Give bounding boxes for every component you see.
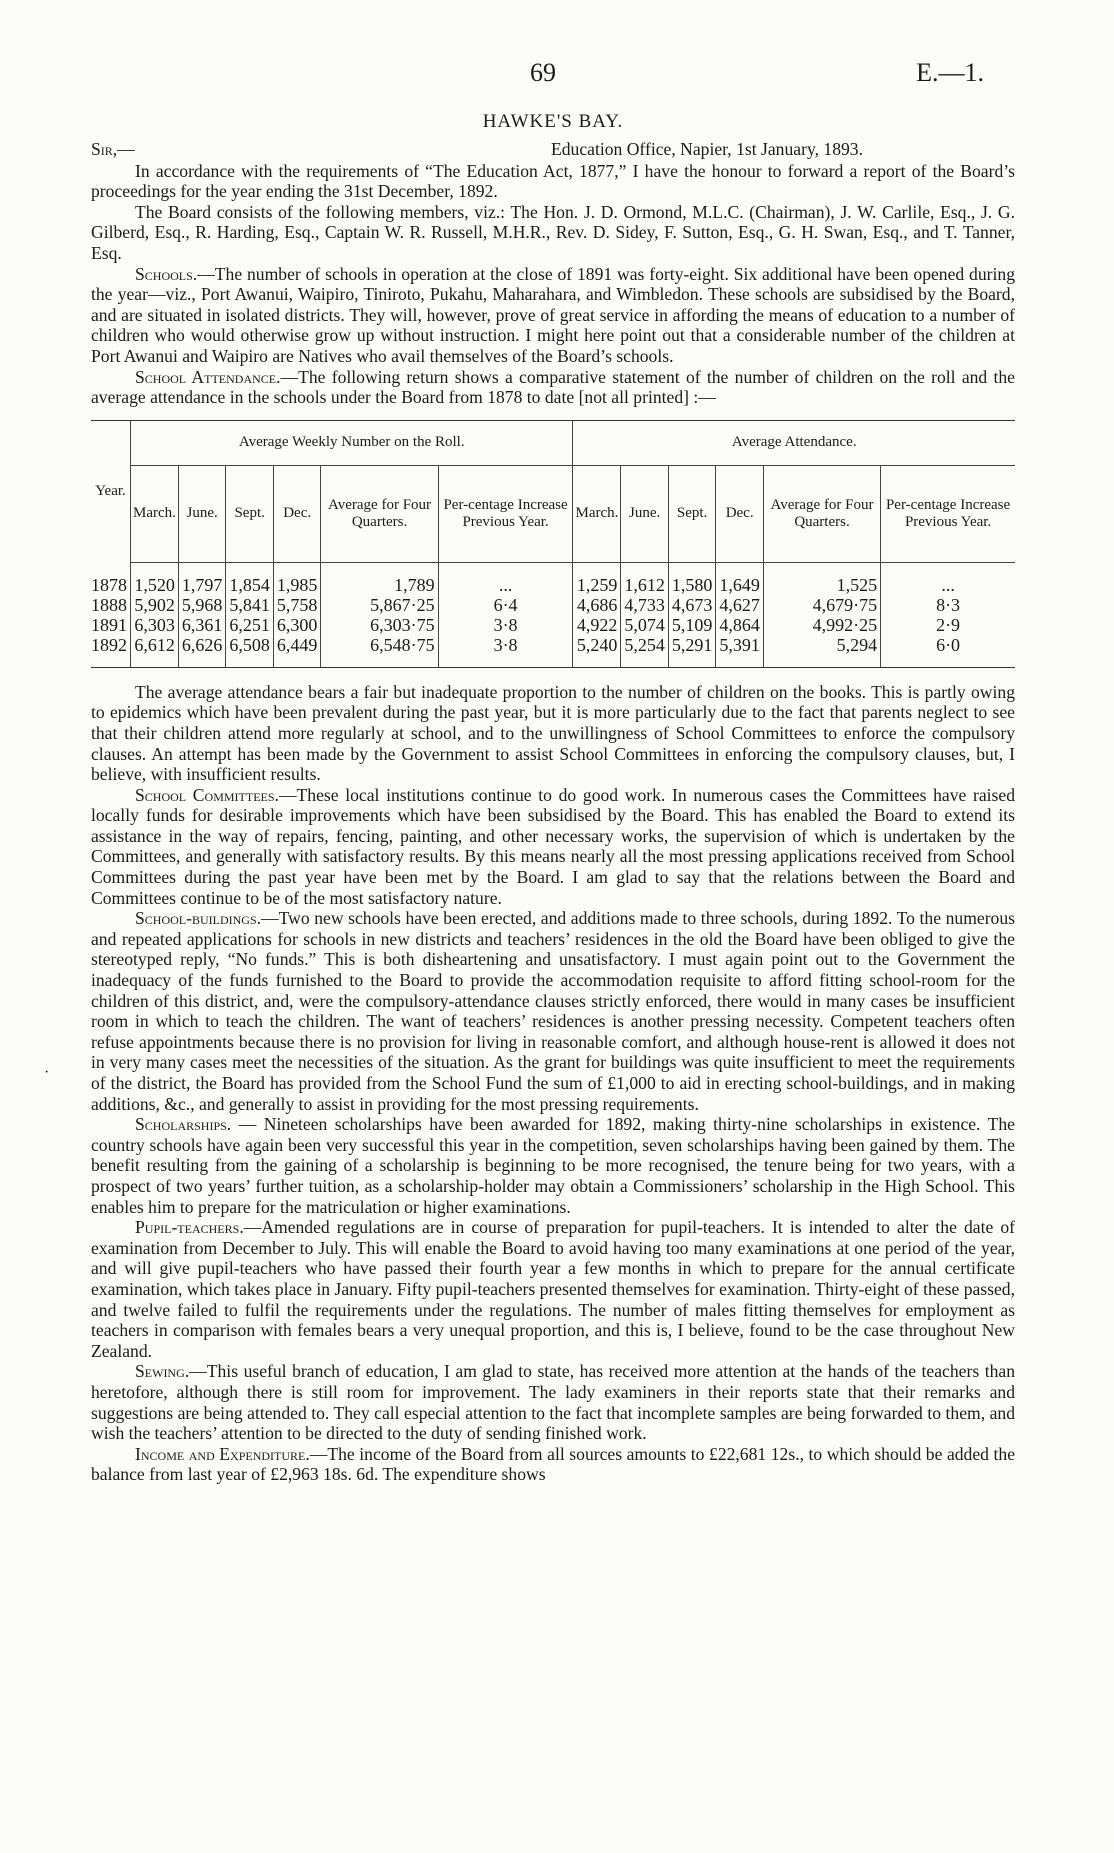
- schools-heading: Schools.: [135, 263, 198, 284]
- att-june-cell: 4,733: [621, 595, 669, 615]
- roll-sept-cell: 6,508: [226, 635, 274, 655]
- table-row: [91, 615, 1015, 635]
- table-row: [91, 635, 1015, 655]
- buildings-paragraph: [91, 908, 1015, 1114]
- roll-march-cell: 5,902: [131, 595, 179, 615]
- year-cell: 1888: [91, 594, 127, 615]
- year-cell: 1878: [91, 574, 127, 595]
- document-reference: E.—1.: [916, 58, 984, 87]
- att-june-cell: 5,254: [621, 635, 669, 655]
- income-paragraph: [91, 1444, 1015, 1485]
- attendance-paragraph: [91, 367, 1015, 408]
- roll-dec-header: Dec.: [273, 465, 321, 562]
- scholarships-heading: Scholarships.: [135, 1114, 232, 1135]
- page-number: 69: [530, 58, 556, 87]
- att-average-header: Average for Four Quarters.: [763, 465, 880, 562]
- roll-dec-cell: 6,449: [273, 635, 321, 655]
- attendance-group-header: Average Attendance.: [573, 420, 1015, 465]
- att-sept-cell: 4,673: [668, 595, 716, 615]
- roll-average-cell: 6,303·75: [321, 615, 438, 635]
- roll-sept-cell: 6,251: [226, 615, 274, 635]
- roll-june-cell: 6,361: [178, 615, 226, 635]
- income-text: —The income of the Board from all sources amounts to £22,681 12s., to which should be added the balance from last year of £2,963 18s. 6d. The expenditure shows: [91, 1443, 1016, 1485]
- year-header: Year.: [95, 482, 126, 499]
- att-dec-header: Dec.: [716, 465, 764, 562]
- roll-average-header: Average for Four Quarters.: [321, 465, 438, 562]
- att-percentage-cell: 6·0: [881, 635, 1015, 655]
- roll-dec-cell: 6,300: [273, 615, 321, 635]
- att-average-cell: 4,679·75: [763, 595, 880, 615]
- att-percentage-cell: ...: [881, 575, 1015, 595]
- sewing-heading: Sewing.: [135, 1361, 190, 1382]
- att-march-cell: 1,259: [573, 575, 621, 595]
- roll-march-cell: 6,612: [131, 635, 179, 655]
- sewing-paragraph: [91, 1361, 1015, 1443]
- report-title: HAWKE'S BAY.: [482, 111, 624, 132]
- dateline: Education Office, Napier, 1st January, 1893.: [551, 138, 863, 159]
- att-average-cell: 5,294: [763, 635, 880, 655]
- att-june-header: June.: [621, 465, 669, 562]
- roll-percentage-cell: 6·4: [438, 595, 573, 615]
- table-row: [91, 595, 1015, 615]
- att-june-cell: 5,074: [621, 615, 669, 635]
- att-sept-cell: 1,580: [668, 575, 716, 595]
- att-average-cell: 1,525: [763, 575, 880, 595]
- salutation-row: [91, 139, 1015, 161]
- roll-average-cell: 5,867·25: [321, 595, 438, 615]
- roll-sept-cell: 5,841: [226, 595, 274, 615]
- roll-group-header: Average Weekly Number on the Roll.: [131, 420, 573, 465]
- attendance-text: —The following return shows a comparative statement of the number of children on the roll and the average attendance in the schools under the Board from 1878 to date [not all printed] :—: [91, 366, 1015, 408]
- roll-average-cell: 1,789: [321, 575, 438, 595]
- board-paragraph: The Board consists of the following members, viz.: The Hon. J. D. Ormond, M.L.C. (Chairman), J. W. Carlile, Esq., J. G. Gilberd, Esq., R. Harding, Esq., Captain W. R. Russell, M.H.R., Rev. D. Sidey, F. Sutton, Esq., G. H. Swan, Esq., and T. Tanner, Esq.: [91, 201, 1015, 263]
- att-june-cell: 1,612: [621, 575, 669, 595]
- roll-percentage-cell: 3·8: [438, 635, 573, 655]
- roll-march-cell: 6,303: [131, 615, 179, 635]
- att-percentage-cell: 8·3: [881, 595, 1015, 615]
- att-percentage-header: Per-centage Increase Previous Year.: [881, 465, 1015, 562]
- roll-sept-header: Sept.: [226, 465, 274, 562]
- roll-june-header: June.: [178, 465, 226, 562]
- att-percentage-cell: 2·9: [881, 615, 1015, 635]
- pupil-teachers-paragraph: [91, 1217, 1015, 1361]
- roll-percentage-cell: ...: [438, 575, 573, 595]
- att-dec-cell: 5,391: [716, 635, 764, 655]
- schools-paragraph: [91, 264, 1015, 367]
- roll-average-cell: 6,548·75: [321, 635, 438, 655]
- roll-june-cell: 5,968: [178, 595, 226, 615]
- att-average-cell: 4,992·25: [763, 615, 880, 635]
- att-march-cell: 4,922: [573, 615, 621, 635]
- committees-paragraph: [91, 785, 1015, 909]
- pupil-teachers-heading: Pupil-teachers.: [135, 1217, 244, 1238]
- roll-dec-cell: 1,985: [273, 575, 321, 595]
- roll-march-cell: 1,520: [131, 575, 179, 595]
- salutation: Sir,—: [91, 138, 135, 159]
- roll-march-header: March.: [131, 465, 179, 562]
- year-cell: 1891: [91, 614, 127, 635]
- roll-percentage-header: Per-centage Increase Previous Year.: [438, 465, 573, 562]
- average-attendance-paragraph: The average attendance bears a fair but inadequate proportion to the number of children on the books. This is partly owing to epidemics which have been prevalent during the past year, but it is more particularly due to the fact that parents neglect to see that their children attend more regularly at school, and to the unwillingness of School Committees to enforce the compulsory clauses. An attempt has been made by the Government to assist School Committees in enforcing the compulsory clauses, but, I believe, with insufficient results.: [91, 681, 1015, 785]
- att-dec-cell: 4,864: [716, 615, 764, 635]
- roll-june-cell: 6,626: [178, 635, 226, 655]
- schools-text: —The number of schools in operation at the close of 1891 was forty-eight. Six additional have been opened during the year—viz., Port Awanui, Waipiro, Tiniroto, Pukahu, Maharahara, and Wimbledon. These schools are subsidised by the Board, and are situated in isolated districts. They will, however, prove of great service in affording the means of education to a number of children who would otherwise grow up without instruction. I might here point out that a considerable number of the children at Port Awanui and Waipiro are Natives who avail themselves of the Board’s schools.: [91, 263, 1015, 366]
- att-march-cell: 4,686: [573, 595, 621, 615]
- year-cell: 1892: [91, 634, 127, 655]
- intro-paragraph: In accordance with the requirements of “The Education Act, 1877,” I have the honour to forward a report of the Board’s proceedings for the year ending the 31st December, 1892.: [91, 160, 1015, 202]
- roll-percentage-cell: 3·8: [438, 615, 573, 635]
- attendance-heading: School Attendance.: [135, 366, 281, 387]
- att-march-cell: 5,240: [573, 635, 621, 655]
- committees-heading: School Committees.: [135, 784, 279, 805]
- table-row: [91, 575, 1015, 595]
- margin-mark: ·: [44, 1064, 50, 1081]
- roll-dec-cell: 5,758: [273, 595, 321, 615]
- pupil-teachers-text: —Amended regulations are in course of preparation for pupil-teachers. It is intended to alter the date of examination from December to July. This will enable the Board to avoid having too many examinations at one period of the year, and will give pupil-teachers who have passed their fourth year a few months in which to prepare for the annual certificate examination, which takes place in January. Fifty pupil-teachers presented themselves for examination. Thirty-eight of these passed, and twelve failed to fulfil the requirements under the regulations. The number of males fitting themselves for employment as teachers in comparison with females bears a very unequal proportion, and this is, I believe, found to be the case throughout New Zealand.: [91, 1217, 1015, 1361]
- scholarships-paragraph: [91, 1114, 1015, 1217]
- income-heading: Income and Expenditure.: [135, 1443, 310, 1464]
- att-march-header: March.: [573, 465, 621, 562]
- scholarships-text: — Nineteen scholarships have been awarded for 1892, making thirty-nine scholarships in existence. The country schools have again been very successful this year in the competition, seven scholarships having been gained by them. The benefit resulting from the gaining of a scholarship is beginning to be more recognised, the tenure being for two years, with a prospect of two years’ further tuition, as a scholarship-holder may obtain a Commissioners’ scholarship in the High School. This enables him to prepare for the matriculation or higher examinations.: [91, 1114, 1015, 1217]
- attendance-table: [91, 420, 1015, 668]
- att-sept-cell: 5,109: [668, 615, 716, 635]
- buildings-text: —Two new schools have been erected, and additions made to three schools, during 1892. To the numerous and repeated applications for schools in new districts and teachers’ residences in the old the Board have been obliged to give the stereotyped reply, “No funds.” This is both disheartening and unsatisfactory. I must again point out to the Government the inadequacy of the funds furnished to the Board to provide the accommodation requisite to afford fitting school-room for the children of this district, and, were the compulsory-attendance clauses strictly enforced, there would in many cases be insufficient room in which to teach the children. The want of teachers’ residences is another pressing necessity. Competent teachers often refuse appointments because there is no provision for living in reasonable comfort, and although house-rent is allowed it does not in very many cases meet the necessities of the situation. As the grant for buildings was quite insufficient to meet the requirements of the district, the Board has provided from the School Fund the sum of £1,000 to aid in erecting school-buildings, and in making additions, &c., and generally to assist in providing for the most pressing requirements.: [91, 908, 1015, 1114]
- att-dec-cell: 4,627: [716, 595, 764, 615]
- sewing-text: —This useful branch of education, I am glad to state, has received more attention at the hands of the teachers than heretofore, although there is still room for improvement. The lady examiners in their reports state that their remarks and suggestions are being attended to. They call especial attention to the fact that incomplete samples are being forwarded to them, and wish the teachers’ attention to be directed to the duty of sending finished work.: [91, 1361, 1015, 1444]
- att-dec-cell: 1,649: [716, 575, 764, 595]
- buildings-heading: School-buildings.: [135, 908, 262, 929]
- committees-text: —These local institutions continue to do good work. In numerous cases the Committees have raised locally funds for desirable improvements which have been subsidised by the Board. This has enabled the Board to extend its assistance in the way of repairs, fencing, painting, and other necessary works, the supervision of which is undertaken by the Committees, and generally with satisfactory results. By this means nearly all the most pressing applications received from School Committees during the past year have been met by the Board. I am glad to say that the relations between the Board and Committees continue to be of the most satisfactory nature.: [91, 784, 1015, 908]
- att-sept-cell: 5,291: [668, 635, 716, 655]
- report-body: [91, 112, 1015, 1485]
- roll-sept-cell: 1,854: [226, 575, 274, 595]
- att-sept-header: Sept.: [668, 465, 716, 562]
- roll-june-cell: 1,797: [178, 575, 226, 595]
